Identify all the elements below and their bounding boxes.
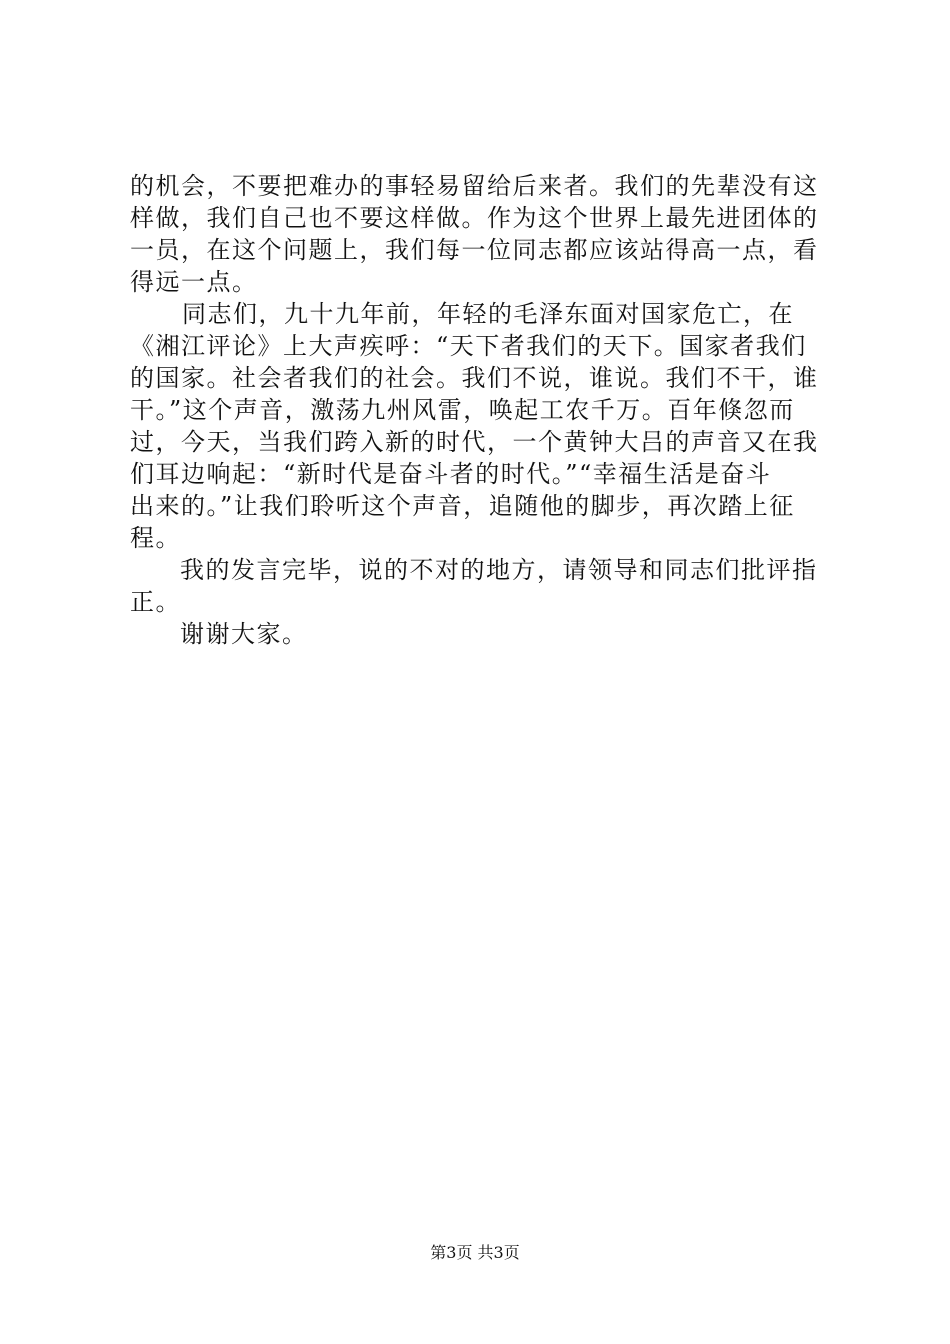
paragraph — [130, 170, 830, 298]
page-number-footer: 第3页 共3页 — [430, 1243, 520, 1262]
text-line: 的国家。社会者我们的社会。我们不说，谁说。我们不干，谁 — [130, 364, 819, 392]
text-line: 正。 — [130, 588, 181, 616]
text-line: 程。 — [130, 524, 181, 552]
text-line: 们耳边响起：“新时代是奋斗者的时代。”“幸福生活是奋斗 — [130, 460, 772, 488]
paragraph — [130, 618, 830, 650]
text-line: 一员，在这个问题上，我们每一位同志都应该站得高一点，看 — [130, 236, 819, 264]
text-line: 过，今天，当我们跨入新的时代，一个黄钟大吕的声音又在我 — [130, 428, 819, 456]
paragraph — [130, 298, 830, 554]
document-body — [130, 170, 830, 650]
text-line: 谢谢大家。 — [180, 620, 308, 648]
text-line: 的机会，不要把难办的事轻易留给后来者。我们的先辈没有这 — [130, 172, 819, 200]
text-line: 干。”这个声音，激荡九州风雷，唤起工农千万。百年倏忽而 — [130, 396, 795, 424]
text-line: 出来的。”让我们聆听这个声音，追随他的脚步，再次踏上征 — [130, 492, 795, 520]
text-line: 《湘江评论》上大声疾呼：“天下者我们的天下。国家者我们 — [130, 332, 807, 360]
text-line: 得远一点。 — [130, 268, 258, 296]
paragraph — [130, 554, 830, 618]
text-line: 样做，我们自己也不要这样做。作为这个世界上最先进团体的 — [130, 204, 819, 232]
text-line: 我的发言完毕，说的不对的地方，请领导和同志们批评指 — [180, 556, 818, 584]
text-line: 同志们，九十九年前，年轻的毛泽东面对国家危亡，在 — [182, 300, 794, 328]
